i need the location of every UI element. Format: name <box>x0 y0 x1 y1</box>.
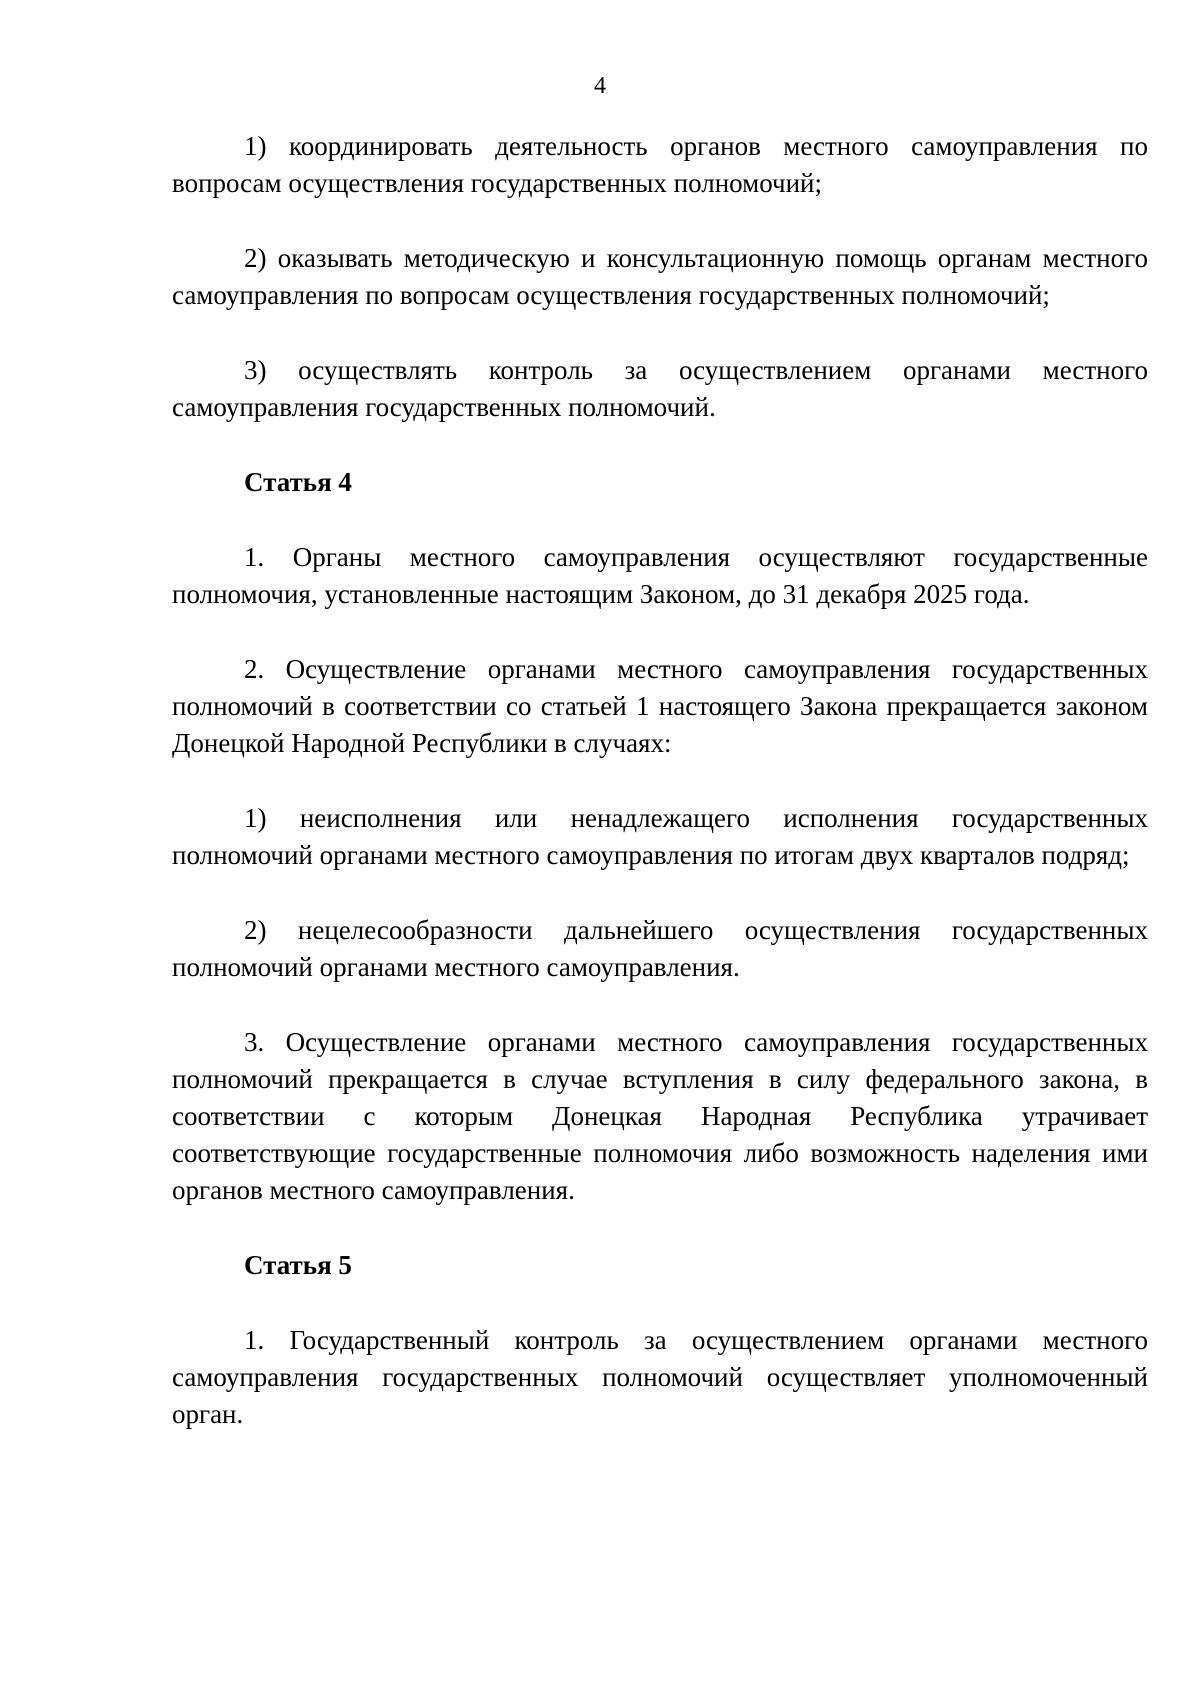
paragraph-item-3: 3) осуществлять контроль за осуществлением органами местного самоуправления государственных полномочий. <box>172 355 1148 422</box>
article-4-part-2-item-2: 2) нецелесообразности дальнейшего осуществления государственных полномочий органами местного самоуправления. <box>172 915 1148 982</box>
article-4-part-1: 1. Органы местного самоуправления осуществляют государственные полномочия, установленные настоящим Законом, до 31 декабря 2025 года. <box>172 542 1148 609</box>
article-heading-4: Статья 4 <box>244 467 352 497</box>
article-4-part-2: 2. Осуществление органами местного самоуправления государственных полномочий в соответствии со статьей 1 настоящего Закона прекращается законом Донецкой Народной Республики в случаях: <box>172 654 1148 758</box>
page-number: 4 <box>594 73 606 99</box>
document-body <box>172 128 1148 1471</box>
article-heading-5: Статья 5 <box>244 1250 352 1280</box>
paragraph-item-1: 1) координировать деятельность органов местного самоуправления по вопросам осуществления государственных полномочий; <box>172 131 1148 198</box>
article-4-part-2-item-1: 1) неисполнения или ненадлежащего исполнения государственных полномочий органами местного самоуправления по итогам двух кварталов подряд; <box>172 803 1148 870</box>
article-5-part-1: 1. Государственный контроль за осуществлением органами местного самоуправления государственных полномочий осуществляет уполномоченный орган. <box>172 1325 1148 1429</box>
article-4-part-3: 3. Осуществление органами местного самоуправления государственных полномочий прекращается в случае вступления в силу федерального закона, в соответствии с которым Донецкая Народная Республика утрачивает соответствующие государственные полномочия либо возможность наделения ими органов местного самоуправления. <box>172 1027 1148 1205</box>
paragraph-item-2: 2) оказывать методическую и консультационную помощь органам местного самоуправления по вопросам осуществления государственных полномочий; <box>172 243 1148 310</box>
